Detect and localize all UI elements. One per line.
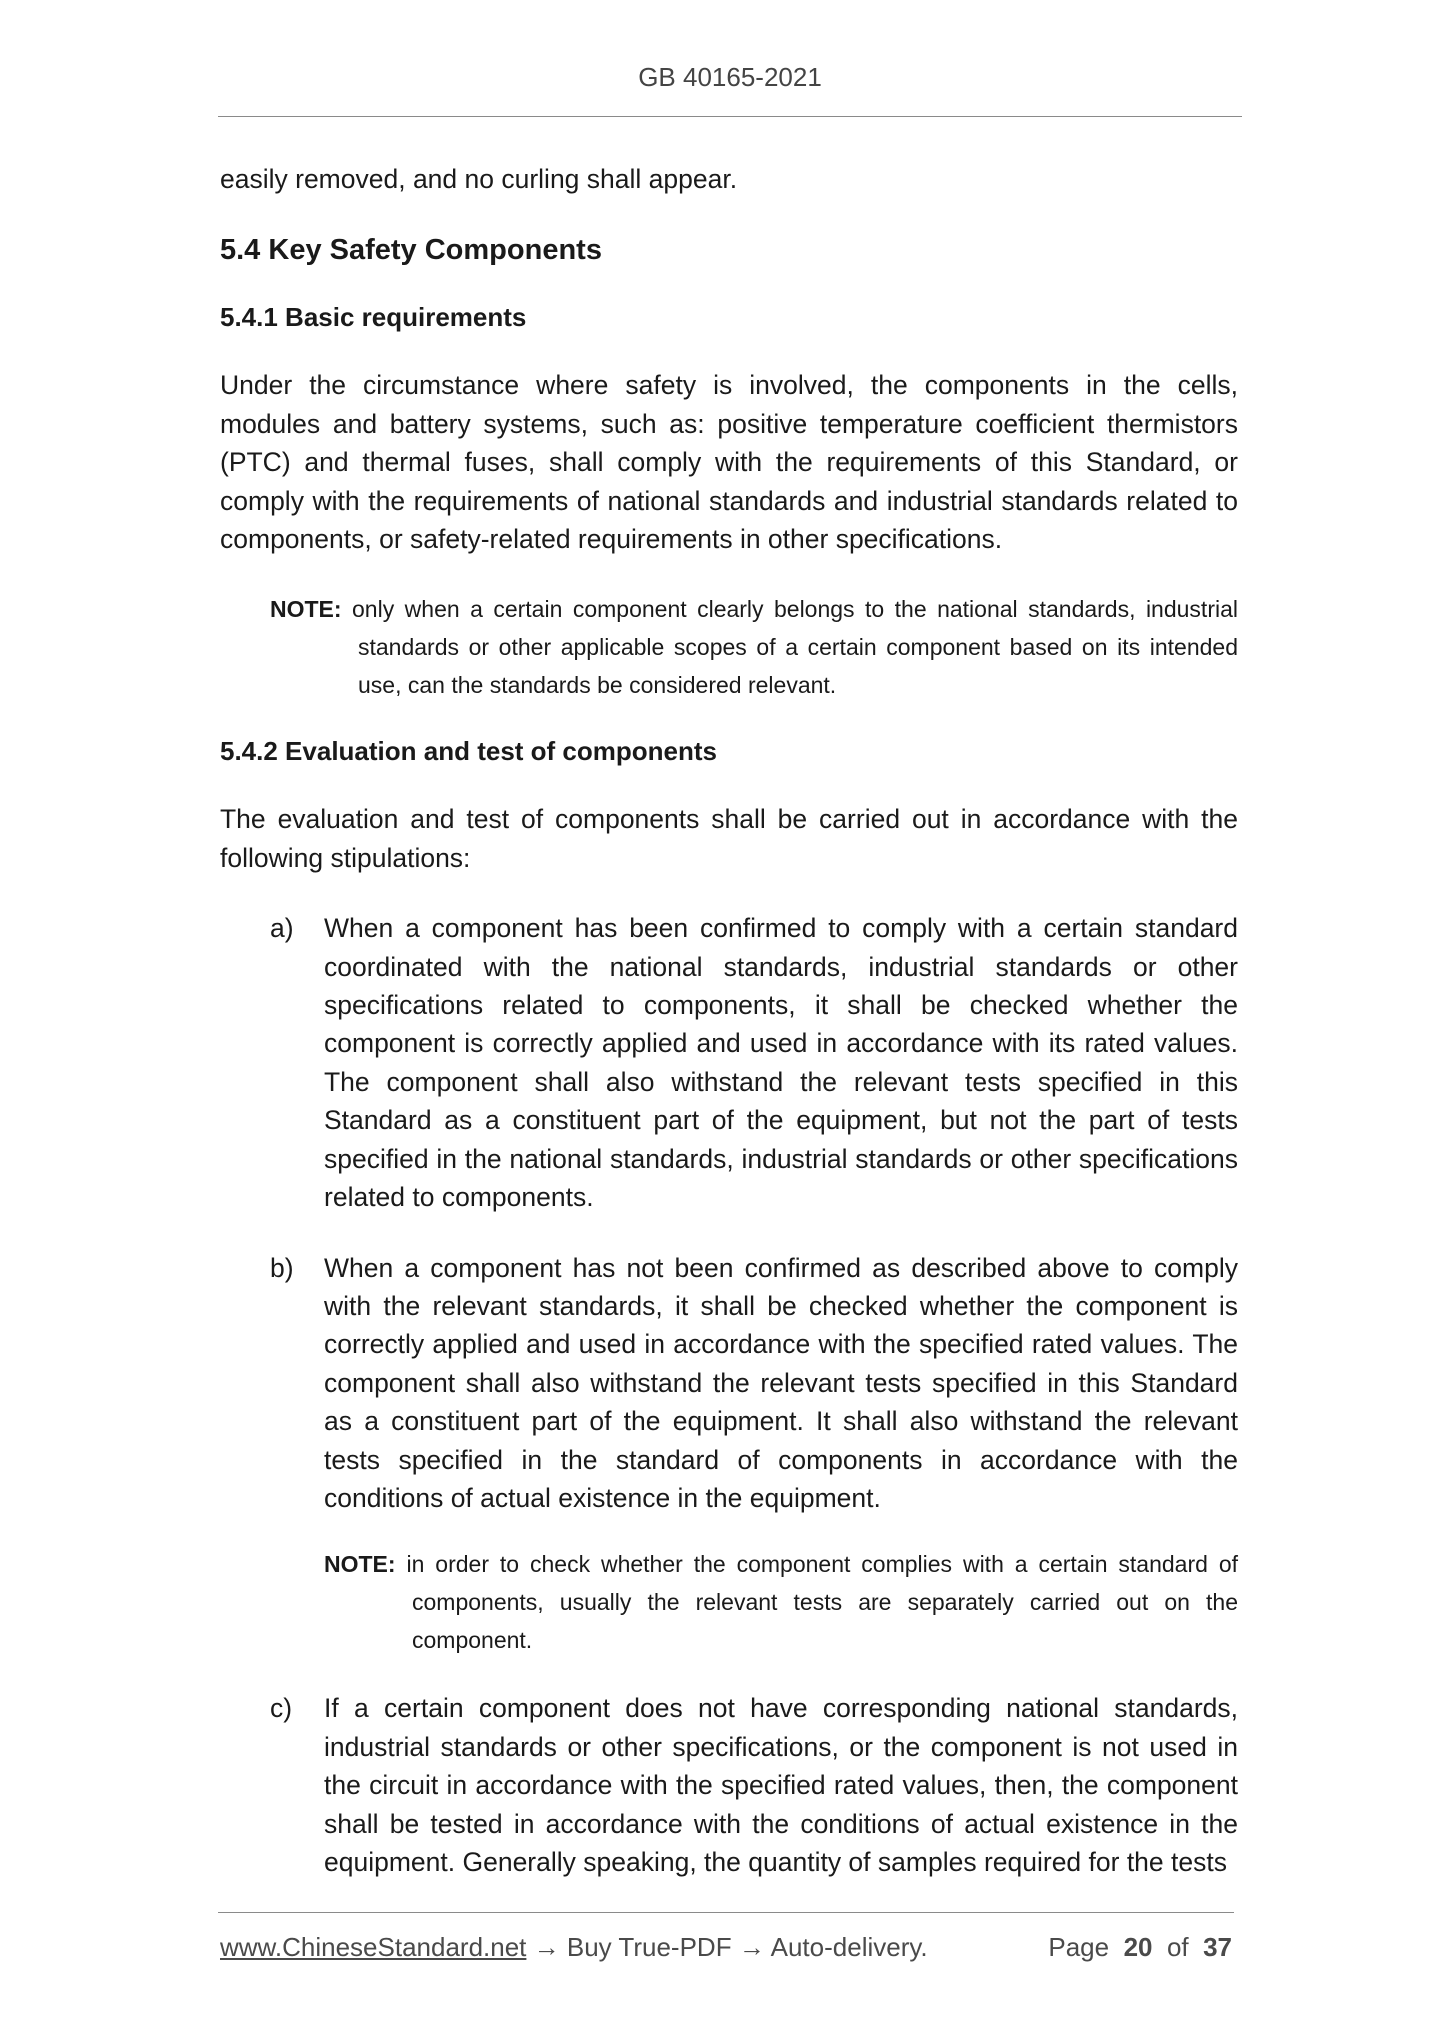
list-item-text: When a component has not been confirmed as described above to comply with the relevant standards, it shall be checked whether the component is correctly applied and used in accordance with the specified rated values. The component shall also withstand the relevant tests specified in this Standard as a constituent part of the equipment. It shall also withstand the relevant tests specified in the standard of components in accordance with the conditions of actual existence in the equipment. bbox=[324, 1252, 1238, 1513]
section-5-4-2-paragraph: The evaluation and test of components shall be carried out in accordance with the following stipulations: bbox=[220, 804, 1238, 873]
list-marker: b) bbox=[270, 1252, 294, 1283]
arrow-right-icon: → bbox=[738, 1932, 765, 1962]
footer-divider bbox=[218, 1912, 1234, 1913]
header-divider bbox=[218, 116, 1242, 117]
note-label: NOTE: bbox=[324, 1551, 396, 1578]
page-number: 20 bbox=[1123, 1932, 1153, 1962]
list-marker: c) bbox=[270, 1693, 293, 1724]
list-item-c bbox=[220, 1689, 1238, 1881]
item-b-note bbox=[324, 1545, 1238, 1659]
section-5-4-2-title: 5.4.2 Evaluation and test of components bbox=[220, 736, 717, 767]
note-text: in order to check whether the component complies with a certain standard of components, usually the relevant tests are separately carried out on the component. bbox=[406, 1551, 1239, 1654]
continuation-text: easily removed, and no curling shall appear. bbox=[220, 164, 738, 194]
section-5-4-title: 5.4 Key Safety Components bbox=[220, 234, 602, 267]
document-id-header: GB 40165-2021 bbox=[638, 62, 822, 92]
section-5-4-1-paragraph: Under the circumstance where safety is involved, the components in the cells, modules and battery systems, such as: positive temperature coefficient thermistors (PTC) and thermal fuses, shall comply with the requirements of this Standard, or comply with the requirements of national standards and industrial standards related to components, or safety-related requirements in other specifications. bbox=[220, 370, 1238, 555]
note-label: NOTE: bbox=[270, 596, 342, 623]
list-item-text: When a component has been confirmed to comply with a certain standard coordinated with the national standards, industrial standards or other specifications related to components, it shall be checked whether the component is correctly applied and used in accordance with its rated values. The component shall also withstand the relevant tests specified in this Standard as a constituent part of the equipment, but not the part of tests specified in the national standards, industrial standards or other specifications related to components. bbox=[324, 913, 1238, 1213]
buy-text: Buy True-PDF bbox=[566, 1932, 732, 1962]
page-footer bbox=[220, 1932, 1232, 1963]
stipulation-list bbox=[220, 909, 1238, 1881]
note-text: only when a certain component clearly belongs to the national standards, industrial standards or other applicable scopes of a certain component based on its intended use, can the standards be considered relevant. bbox=[352, 596, 1238, 699]
list-item-b bbox=[220, 1249, 1238, 1518]
page-total: 37 bbox=[1203, 1932, 1232, 1962]
website-link[interactable]: www.ChineseStandard.net bbox=[220, 1932, 527, 1962]
section-5-4-1-note bbox=[270, 590, 1238, 704]
list-item-text: If a certain component does not have corresponding national standards, industrial standards or other specifications, or the component is not used in the circuit in accordance with the specified rated values, then, the component shall be tested in accordance with the conditions of actual existence in the equipment. Generally speaking, the quantity of samples required for the tests bbox=[324, 1693, 1238, 1877]
page-content bbox=[220, 160, 1238, 1913]
of-label: of bbox=[1166, 1932, 1189, 1962]
list-item-a bbox=[220, 909, 1238, 1216]
section-5-4-1-title: 5.4.1 Basic requirements bbox=[220, 302, 527, 333]
arrow-right-icon: → bbox=[533, 1932, 560, 1962]
list-marker: a) bbox=[270, 913, 294, 944]
page-indicator bbox=[1048, 1932, 1232, 1963]
delivery-text: Auto-delivery. bbox=[770, 1932, 928, 1962]
page-label: Page bbox=[1048, 1932, 1110, 1962]
footer-promo bbox=[220, 1932, 928, 1963]
